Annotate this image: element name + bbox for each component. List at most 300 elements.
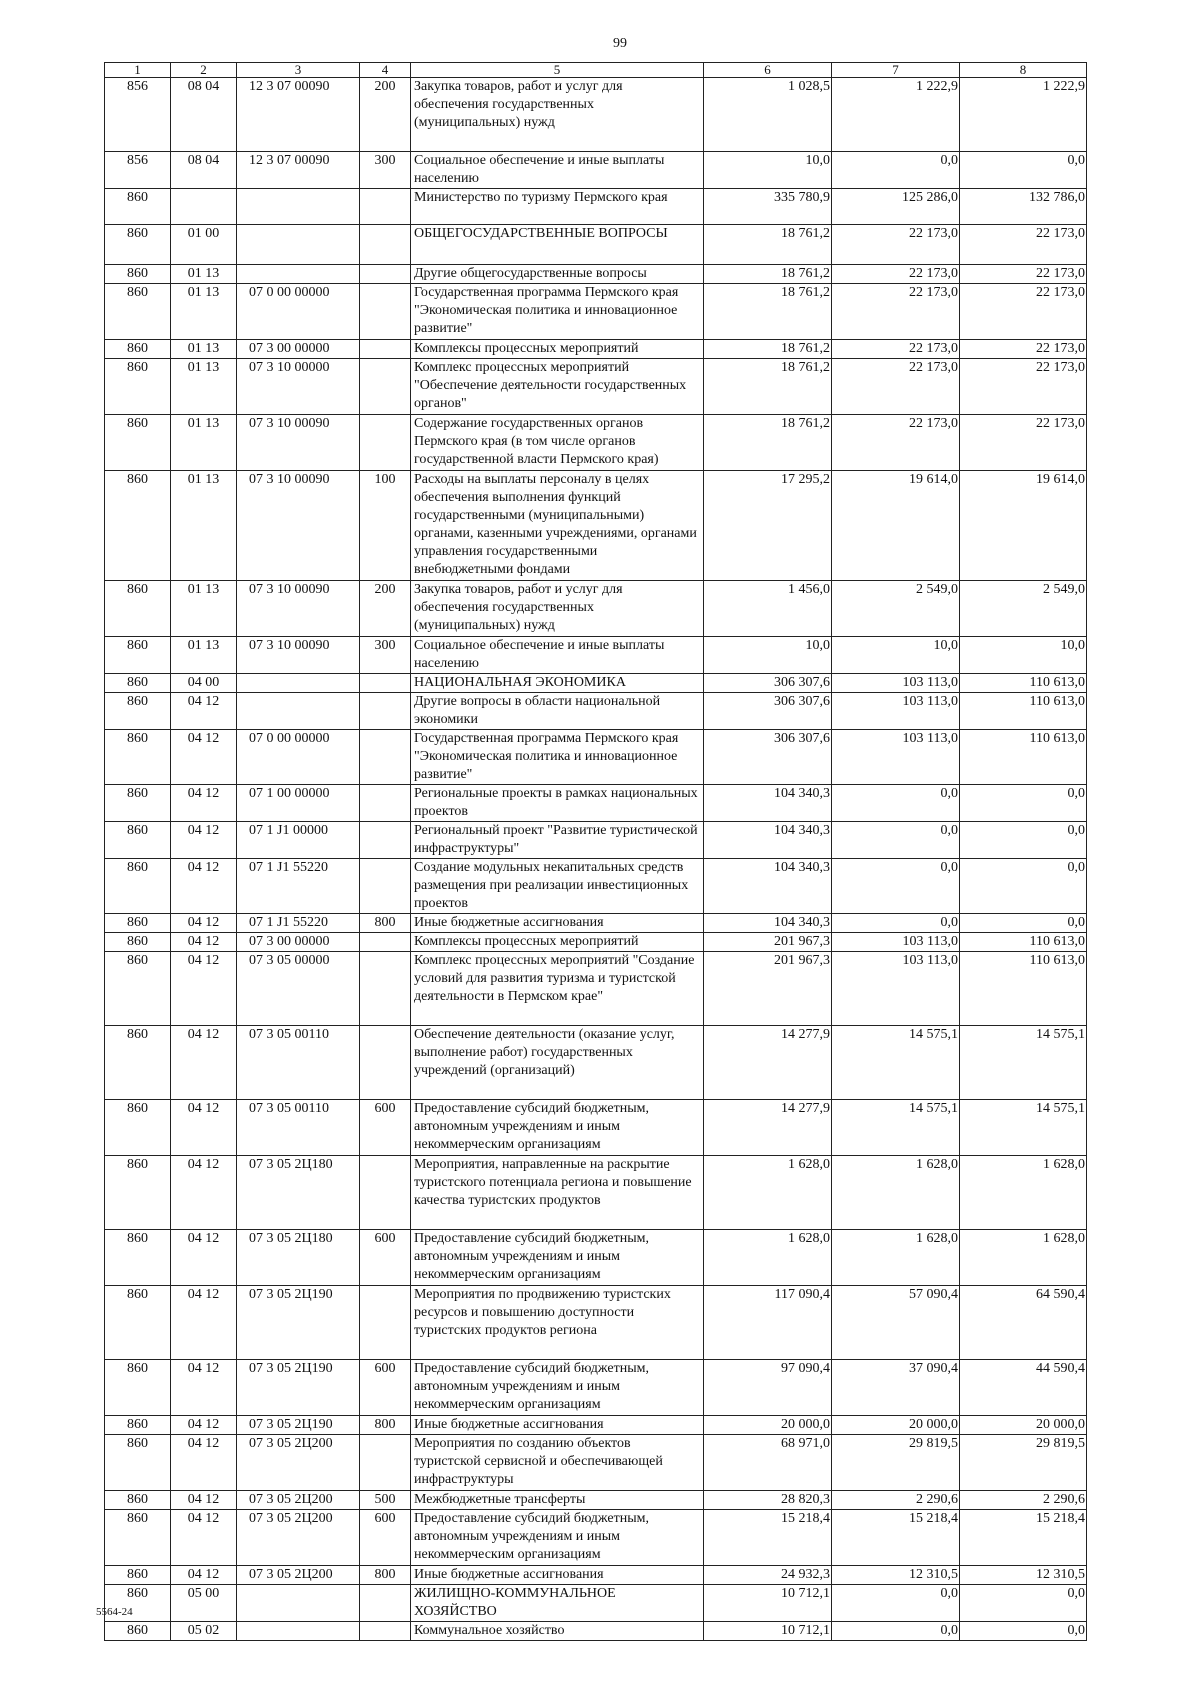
cell-section-code: 04 12	[171, 1156, 237, 1230]
cell-amount-col8: 132 786,0	[960, 189, 1087, 225]
cell-target-article: 07 3 05 2Ц190	[237, 1286, 360, 1360]
cell-target-article: 07 3 05 00000	[237, 952, 360, 1026]
cell-amount-col7: 22 173,0	[832, 340, 960, 359]
cell-amount-col6: 14 277,9	[704, 1026, 832, 1100]
cell-description: Социальное обеспечение и иные выплаты населению	[411, 152, 704, 189]
cell-target-article: 07 3 05 2Ц190	[237, 1416, 360, 1435]
cell-admin-code: 860	[105, 674, 171, 693]
cell-description: Межбюджетные трансферты	[411, 1491, 704, 1510]
table-row	[105, 859, 1087, 914]
cell-expense-type	[360, 415, 411, 471]
header-cell: 6	[704, 63, 832, 78]
cell-description: Региональные проекты в рамках национальных проектов	[411, 785, 704, 822]
cell-target-article: 07 3 00 00000	[237, 933, 360, 952]
cell-admin-code: 860	[105, 1622, 171, 1641]
table-row	[105, 1491, 1087, 1510]
cell-admin-code: 860	[105, 1491, 171, 1510]
cell-description: Предоставление субсидий бюджетным, автономным учреждениям и иным некоммерческим организациям	[411, 1230, 704, 1286]
cell-amount-col6: 306 307,6	[704, 730, 832, 785]
cell-expense-type	[360, 1156, 411, 1230]
cell-description: Министерство по туризму Пермского края	[411, 189, 704, 225]
cell-amount-col8: 1 628,0	[960, 1230, 1087, 1286]
table-row	[105, 1416, 1087, 1435]
cell-section-code: 04 12	[171, 952, 237, 1026]
cell-amount-col8: 0,0	[960, 1585, 1087, 1622]
cell-admin-code: 856	[105, 152, 171, 189]
cell-amount-col8: 110 613,0	[960, 933, 1087, 952]
header-cell: 8	[960, 63, 1087, 78]
cell-description: Закупка товаров, работ и услуг для обеспечения государственных (муниципальных) нужд	[411, 78, 704, 152]
cell-target-article: 07 1 J1 55220	[237, 914, 360, 933]
cell-section-code: 04 12	[171, 1566, 237, 1585]
cell-amount-col7: 0,0	[832, 1585, 960, 1622]
cell-target-article: 07 0 00 00000	[237, 730, 360, 785]
cell-expense-type: 300	[360, 637, 411, 674]
cell-amount-col7: 0,0	[832, 914, 960, 933]
cell-admin-code: 860	[105, 933, 171, 952]
cell-section-code: 01 13	[171, 581, 237, 637]
cell-amount-col6: 18 761,2	[704, 284, 832, 340]
cell-target-article: 07 1 J1 55220	[237, 859, 360, 914]
cell-admin-code: 860	[105, 581, 171, 637]
cell-amount-col8: 22 173,0	[960, 225, 1087, 265]
cell-section-code	[171, 189, 237, 225]
table-row	[105, 1585, 1087, 1622]
cell-description: Иные бюджетные ассигнования	[411, 1566, 704, 1585]
cell-section-code: 04 12	[171, 1491, 237, 1510]
cell-description: Мероприятия, направленные на раскрытие туристского потенциала региона и повышение качества туристских продуктов	[411, 1156, 704, 1230]
cell-target-article	[237, 1622, 360, 1641]
table-row	[105, 78, 1087, 152]
cell-target-article: 07 3 10 00000	[237, 359, 360, 415]
cell-expense-type	[360, 359, 411, 415]
cell-admin-code: 860	[105, 1510, 171, 1566]
cell-section-code: 04 12	[171, 1100, 237, 1156]
cell-target-article: 07 3 05 2Ц180	[237, 1156, 360, 1230]
cell-admin-code: 860	[105, 189, 171, 225]
cell-target-article: 07 1 J1 00000	[237, 822, 360, 859]
cell-description: Региональный проект "Развитие туристической инфраструктуры"	[411, 822, 704, 859]
cell-amount-col7: 0,0	[832, 152, 960, 189]
cell-amount-col7: 22 173,0	[832, 225, 960, 265]
table-row	[105, 581, 1087, 637]
cell-amount-col6: 97 090,4	[704, 1360, 832, 1416]
cell-amount-col7: 125 286,0	[832, 189, 960, 225]
cell-amount-col8: 0,0	[960, 822, 1087, 859]
cell-description: Комплексы процессных мероприятий	[411, 933, 704, 952]
cell-section-code: 01 13	[171, 637, 237, 674]
cell-section-code: 04 12	[171, 1360, 237, 1416]
cell-amount-col8: 0,0	[960, 1622, 1087, 1641]
cell-description: Государственная программа Пермского края "Экономическая политика и инновационное развитие"	[411, 730, 704, 785]
cell-amount-col6: 10,0	[704, 152, 832, 189]
table-row	[105, 284, 1087, 340]
cell-amount-col7: 103 113,0	[832, 674, 960, 693]
cell-description: Предоставление субсидий бюджетным, автономным учреждениям и иным некоммерческим организациям	[411, 1360, 704, 1416]
table-row	[105, 1026, 1087, 1100]
table-row	[105, 914, 1087, 933]
table-row	[105, 730, 1087, 785]
cell-description: ОБЩЕГОСУДАРСТВЕННЫЕ ВОПРОСЫ	[411, 225, 704, 265]
cell-section-code: 04 12	[171, 785, 237, 822]
cell-admin-code: 860	[105, 1230, 171, 1286]
cell-amount-col8: 22 173,0	[960, 284, 1087, 340]
cell-admin-code: 860	[105, 693, 171, 730]
cell-target-article: 07 3 05 2Ц200	[237, 1566, 360, 1585]
cell-amount-col6: 201 967,3	[704, 933, 832, 952]
cell-expense-type: 800	[360, 914, 411, 933]
cell-target-article: 07 3 05 2Ц200	[237, 1435, 360, 1491]
table-row	[105, 1510, 1087, 1566]
cell-amount-col7: 37 090,4	[832, 1360, 960, 1416]
cell-section-code: 04 12	[171, 859, 237, 914]
cell-amount-col7: 19 614,0	[832, 471, 960, 581]
cell-description: Создание модульных некапитальных средств размещения при реализации инвестиционных проектов	[411, 859, 704, 914]
cell-amount-col6: 306 307,6	[704, 693, 832, 730]
cell-amount-col7: 22 173,0	[832, 359, 960, 415]
cell-amount-col6: 104 340,3	[704, 822, 832, 859]
cell-amount-col6: 18 761,2	[704, 265, 832, 284]
cell-admin-code: 860	[105, 359, 171, 415]
cell-section-code: 04 12	[171, 914, 237, 933]
cell-admin-code: 860	[105, 1100, 171, 1156]
cell-section-code: 01 13	[171, 359, 237, 415]
cell-expense-type: 600	[360, 1100, 411, 1156]
cell-amount-col6: 18 761,2	[704, 359, 832, 415]
cell-expense-type	[360, 340, 411, 359]
cell-admin-code: 860	[105, 471, 171, 581]
cell-description: Комплексы процессных мероприятий	[411, 340, 704, 359]
cell-amount-col7: 103 113,0	[832, 952, 960, 1026]
table-row	[105, 265, 1087, 284]
cell-amount-col7: 14 575,1	[832, 1100, 960, 1156]
cell-section-code: 05 00	[171, 1585, 237, 1622]
header-cell: 2	[171, 63, 237, 78]
table-row	[105, 1286, 1087, 1360]
cell-amount-col6: 104 340,3	[704, 859, 832, 914]
table-row	[105, 152, 1087, 189]
cell-amount-col8: 110 613,0	[960, 952, 1087, 1026]
table-row	[105, 415, 1087, 471]
cell-amount-col7: 0,0	[832, 859, 960, 914]
cell-section-code: 04 12	[171, 693, 237, 730]
cell-amount-col7: 2 290,6	[832, 1491, 960, 1510]
cell-amount-col8: 0,0	[960, 152, 1087, 189]
cell-amount-col6: 20 000,0	[704, 1416, 832, 1435]
cell-admin-code: 860	[105, 415, 171, 471]
cell-amount-col8: 0,0	[960, 859, 1087, 914]
document-code: 5564-24	[96, 1606, 133, 1618]
cell-expense-type	[360, 1622, 411, 1641]
cell-amount-col8: 14 575,1	[960, 1100, 1087, 1156]
cell-amount-col7: 1 628,0	[832, 1230, 960, 1286]
cell-target-article: 07 3 05 2Ц200	[237, 1491, 360, 1510]
cell-amount-col7: 1 628,0	[832, 1156, 960, 1230]
cell-description: Содержание государственных органов Пермского края (в том числе органов государственной власти Пермского края)	[411, 415, 704, 471]
cell-target-article: 07 3 05 2Ц180	[237, 1230, 360, 1286]
cell-amount-col6: 15 218,4	[704, 1510, 832, 1566]
cell-amount-col6: 104 340,3	[704, 914, 832, 933]
page-number: 99	[613, 36, 627, 51]
cell-description: Расходы на выплаты персоналу в целях обеспечения выполнения функций государственными (муниципальными) органами, казенными учреждениями, органами управления государственными внебюджетными фондами	[411, 471, 704, 581]
cell-expense-type	[360, 1435, 411, 1491]
cell-amount-col6: 18 761,2	[704, 415, 832, 471]
table-row	[105, 1100, 1087, 1156]
cell-amount-col6: 117 090,4	[704, 1286, 832, 1360]
cell-amount-col7: 103 113,0	[832, 730, 960, 785]
cell-expense-type	[360, 933, 411, 952]
cell-amount-col8: 1 628,0	[960, 1156, 1087, 1230]
cell-target-article: 12 3 07 00090	[237, 152, 360, 189]
cell-amount-col6: 17 295,2	[704, 471, 832, 581]
cell-target-article	[237, 674, 360, 693]
cell-amount-col8: 1 222,9	[960, 78, 1087, 152]
table-row	[105, 1230, 1087, 1286]
cell-description: Мероприятия по созданию объектов туристской сервисной и обеспечивающей инфраструктуры	[411, 1435, 704, 1491]
cell-expense-type: 600	[360, 1360, 411, 1416]
cell-admin-code: 860	[105, 1416, 171, 1435]
cell-expense-type	[360, 952, 411, 1026]
cell-amount-col7: 22 173,0	[832, 415, 960, 471]
cell-expense-type	[360, 693, 411, 730]
cell-description: Обеспечение деятельности (оказание услуг, выполнение работ) государственных учреждений (организаций)	[411, 1026, 704, 1100]
cell-admin-code: 860	[105, 225, 171, 265]
cell-expense-type	[360, 1585, 411, 1622]
cell-amount-col8: 110 613,0	[960, 693, 1087, 730]
cell-amount-col8: 20 000,0	[960, 1416, 1087, 1435]
cell-amount-col6: 1 628,0	[704, 1230, 832, 1286]
cell-amount-col7: 14 575,1	[832, 1026, 960, 1100]
cell-target-article: 07 3 00 00000	[237, 340, 360, 359]
table-row	[105, 1360, 1087, 1416]
cell-admin-code: 860	[105, 1026, 171, 1100]
cell-amount-col8: 22 173,0	[960, 415, 1087, 471]
cell-amount-col7: 20 000,0	[832, 1416, 960, 1435]
cell-section-code: 01 13	[171, 471, 237, 581]
cell-amount-col8: 19 614,0	[960, 471, 1087, 581]
cell-amount-col8: 0,0	[960, 914, 1087, 933]
cell-expense-type	[360, 859, 411, 914]
cell-amount-col6: 10 712,1	[704, 1622, 832, 1641]
cell-admin-code: 860	[105, 952, 171, 1026]
cell-target-article	[237, 189, 360, 225]
cell-amount-col6: 24 932,3	[704, 1566, 832, 1585]
cell-target-article: 07 3 05 00110	[237, 1100, 360, 1156]
table-row	[105, 1566, 1087, 1585]
cell-expense-type: 200	[360, 581, 411, 637]
cell-description: Мероприятия по продвижению туристских ресурсов и повышению доступности туристских продуктов региона	[411, 1286, 704, 1360]
cell-admin-code: 860	[105, 785, 171, 822]
cell-target-article	[237, 225, 360, 265]
header-cell: 4	[360, 63, 411, 78]
cell-description: Иные бюджетные ассигнования	[411, 914, 704, 933]
cell-amount-col7: 2 549,0	[832, 581, 960, 637]
cell-amount-col7: 1 222,9	[832, 78, 960, 152]
cell-target-article: 07 3 05 00110	[237, 1026, 360, 1100]
cell-section-code: 01 13	[171, 340, 237, 359]
cell-amount-col6: 1 028,5	[704, 78, 832, 152]
cell-expense-type	[360, 284, 411, 340]
cell-description: Комплекс процессных мероприятий "Обеспечение деятельности государственных органов"	[411, 359, 704, 415]
cell-expense-type	[360, 225, 411, 265]
cell-expense-type: 300	[360, 152, 411, 189]
cell-description: Закупка товаров, работ и услуг для обеспечения государственных (муниципальных) нужд	[411, 581, 704, 637]
table-row	[105, 1156, 1087, 1230]
cell-admin-code: 860	[105, 637, 171, 674]
table-row	[105, 340, 1087, 359]
table-row	[105, 637, 1087, 674]
cell-amount-col6: 10 712,1	[704, 1585, 832, 1622]
cell-target-article	[237, 693, 360, 730]
table-row	[105, 952, 1087, 1026]
cell-target-article: 07 3 10 00090	[237, 581, 360, 637]
cell-section-code: 04 12	[171, 730, 237, 785]
cell-expense-type	[360, 785, 411, 822]
cell-description: Социальное обеспечение и иные выплаты населению	[411, 637, 704, 674]
cell-section-code: 04 12	[171, 1510, 237, 1566]
cell-amount-col6: 335 780,9	[704, 189, 832, 225]
cell-amount-col7: 22 173,0	[832, 265, 960, 284]
cell-amount-col8: 0,0	[960, 785, 1087, 822]
cell-expense-type: 800	[360, 1416, 411, 1435]
cell-target-article: 07 3 10 00090	[237, 637, 360, 674]
cell-amount-col7: 0,0	[832, 822, 960, 859]
cell-expense-type	[360, 730, 411, 785]
cell-section-code: 04 12	[171, 933, 237, 952]
cell-admin-code: 860	[105, 340, 171, 359]
cell-target-article	[237, 1585, 360, 1622]
cell-section-code: 08 04	[171, 152, 237, 189]
table-row	[105, 785, 1087, 822]
cell-admin-code: 860	[105, 1585, 171, 1622]
cell-section-code: 01 13	[171, 265, 237, 284]
table-row	[105, 1435, 1087, 1491]
cell-section-code: 01 13	[171, 415, 237, 471]
cell-target-article: 07 3 05 2Ц190	[237, 1360, 360, 1416]
cell-amount-col6: 201 967,3	[704, 952, 832, 1026]
cell-description: Иные бюджетные ассигнования	[411, 1416, 704, 1435]
cell-target-article	[237, 265, 360, 284]
cell-description: Другие общегосударственные вопросы	[411, 265, 704, 284]
cell-amount-col8: 22 173,0	[960, 265, 1087, 284]
cell-amount-col8: 110 613,0	[960, 674, 1087, 693]
cell-description: Государственная программа Пермского края "Экономическая политика и инновационное развитие"	[411, 284, 704, 340]
cell-section-code: 04 12	[171, 1286, 237, 1360]
cell-expense-type: 100	[360, 471, 411, 581]
cell-expense-type	[360, 674, 411, 693]
cell-amount-col8: 110 613,0	[960, 730, 1087, 785]
cell-amount-col7: 22 173,0	[832, 284, 960, 340]
cell-target-article: 07 3 10 00090	[237, 415, 360, 471]
table-row	[105, 359, 1087, 415]
table-row	[105, 225, 1087, 265]
cell-description: Другие вопросы в области национальной экономики	[411, 693, 704, 730]
cell-amount-col7: 0,0	[832, 1622, 960, 1641]
table-row	[105, 693, 1087, 730]
cell-target-article: 12 3 07 00090	[237, 78, 360, 152]
cell-amount-col6: 1 628,0	[704, 1156, 832, 1230]
cell-expense-type	[360, 822, 411, 859]
cell-amount-col8: 14 575,1	[960, 1026, 1087, 1100]
table-row	[105, 471, 1087, 581]
table-row	[105, 1622, 1087, 1641]
header-cell: 5	[411, 63, 704, 78]
cell-expense-type: 800	[360, 1566, 411, 1585]
cell-amount-col6: 18 761,2	[704, 225, 832, 265]
cell-section-code: 04 00	[171, 674, 237, 693]
cell-section-code: 01 13	[171, 284, 237, 340]
cell-target-article: 07 3 05 2Ц200	[237, 1510, 360, 1566]
cell-amount-col6: 68 971,0	[704, 1435, 832, 1491]
cell-description: НАЦИОНАЛЬНАЯ ЭКОНОМИКА	[411, 674, 704, 693]
cell-expense-type: 600	[360, 1230, 411, 1286]
header-cell: 7	[832, 63, 960, 78]
cell-expense-type: 600	[360, 1510, 411, 1566]
cell-amount-col8: 15 218,4	[960, 1510, 1087, 1566]
cell-amount-col6: 28 820,3	[704, 1491, 832, 1510]
cell-amount-col8: 29 819,5	[960, 1435, 1087, 1491]
cell-amount-col7: 103 113,0	[832, 933, 960, 952]
cell-amount-col6: 14 277,9	[704, 1100, 832, 1156]
cell-amount-col8: 44 590,4	[960, 1360, 1087, 1416]
cell-amount-col8: 64 590,4	[960, 1286, 1087, 1360]
cell-target-article: 07 1 00 00000	[237, 785, 360, 822]
table-row	[105, 674, 1087, 693]
cell-admin-code: 860	[105, 1156, 171, 1230]
cell-amount-col8: 22 173,0	[960, 340, 1087, 359]
cell-admin-code: 860	[105, 284, 171, 340]
cell-admin-code: 860	[105, 730, 171, 785]
cell-amount-col6: 10,0	[704, 637, 832, 674]
cell-amount-col7: 103 113,0	[832, 693, 960, 730]
cell-amount-col8: 22 173,0	[960, 359, 1087, 415]
cell-description: Предоставление субсидий бюджетным, автономным учреждениям и иным некоммерческим организациям	[411, 1100, 704, 1156]
cell-admin-code: 860	[105, 1566, 171, 1585]
cell-expense-type: 200	[360, 78, 411, 152]
cell-target-article: 07 0 00 00000	[237, 284, 360, 340]
table-row	[105, 189, 1087, 225]
cell-amount-col7: 12 310,5	[832, 1566, 960, 1585]
cell-amount-col8: 2 290,6	[960, 1491, 1087, 1510]
cell-expense-type	[360, 189, 411, 225]
cell-admin-code: 860	[105, 822, 171, 859]
cell-amount-col8: 10,0	[960, 637, 1087, 674]
cell-amount-col7: 29 819,5	[832, 1435, 960, 1491]
cell-amount-col6: 18 761,2	[704, 340, 832, 359]
cell-expense-type	[360, 265, 411, 284]
cell-amount-col6: 1 456,0	[704, 581, 832, 637]
cell-admin-code: 860	[105, 1360, 171, 1416]
cell-expense-type: 500	[360, 1491, 411, 1510]
cell-section-code: 01 00	[171, 225, 237, 265]
budget-table	[104, 62, 1087, 1641]
cell-section-code: 04 12	[171, 1435, 237, 1491]
header-cell: 3	[237, 63, 360, 78]
cell-admin-code: 860	[105, 1286, 171, 1360]
cell-section-code: 04 12	[171, 1026, 237, 1100]
cell-admin-code: 860	[105, 859, 171, 914]
table-row	[105, 933, 1087, 952]
cell-description: ЖИЛИЩНО-КОММУНАЛЬНОЕ ХОЗЯЙСТВО	[411, 1585, 704, 1622]
cell-amount-col8: 2 549,0	[960, 581, 1087, 637]
cell-amount-col7: 10,0	[832, 637, 960, 674]
table-row	[105, 822, 1087, 859]
table-header	[105, 63, 1087, 78]
cell-section-code: 08 04	[171, 78, 237, 152]
cell-admin-code: 856	[105, 78, 171, 152]
cell-amount-col7: 15 218,4	[832, 1510, 960, 1566]
cell-section-code: 04 12	[171, 1230, 237, 1286]
